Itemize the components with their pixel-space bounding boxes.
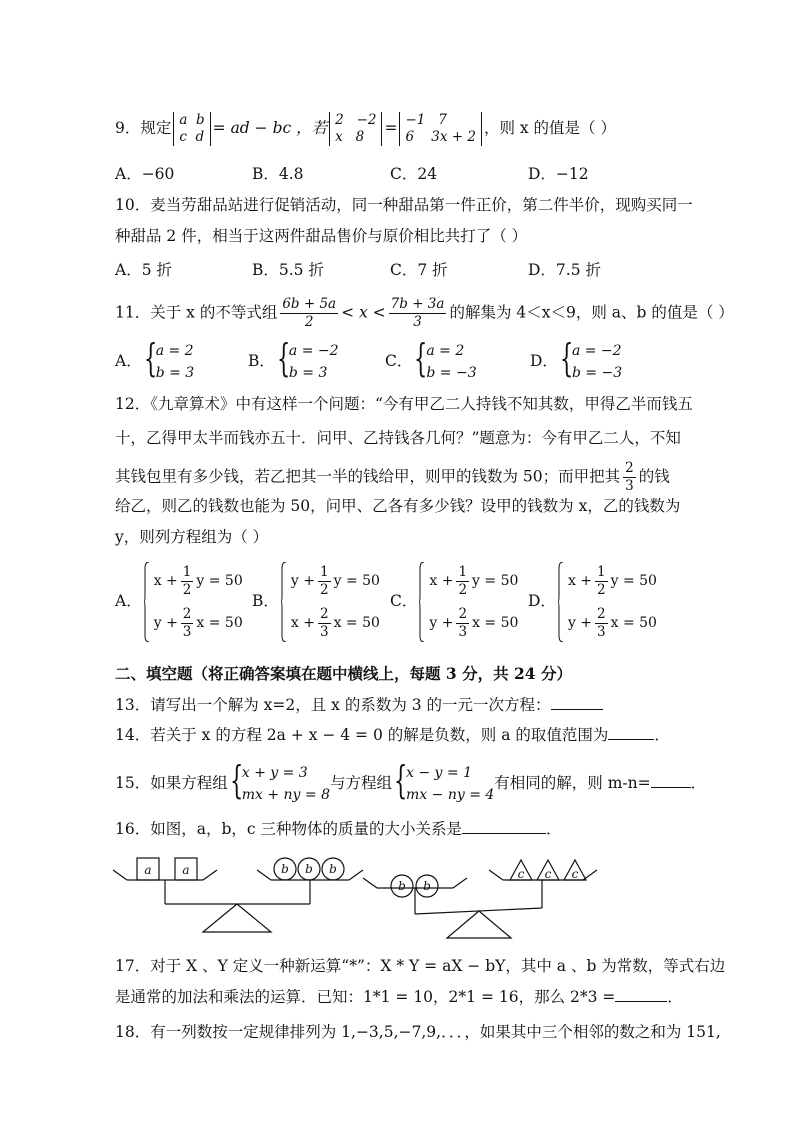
q9-definition: = ad − bc ，若 (212, 119, 328, 137)
q12-option-d: D． x + $\frac{1}{2}$ y = 50 y + $\frac{2}{3}$ x = 50 (528, 560, 657, 644)
q11-option-d: D． { a = −2 b = −3 (530, 336, 623, 381)
question-9 (115, 112, 616, 146)
question-16: 16．如图，a，b，c 三种物体的质量的大小关系是 ． (115, 820, 562, 838)
q17-line2: 是通常的加法和乘法的运算．已知：1*1 = 10，2*1 = 16，那么 2*3 = ． (115, 988, 683, 1006)
q12-line1: 12．《九章算术》中有这样一个问题：“今有甲乙二人持钱不知其数，甲得乙半而钱五 (115, 395, 693, 413)
answer-blank-14[interactable] (608, 725, 654, 740)
q12-line2: 十，乙得甲太半而钱亦五十．问甲、乙持钱各几何？”题意为：今有甲乙二人，不知 (115, 429, 681, 447)
answer-blank-13[interactable] (551, 695, 603, 710)
label-c: c (571, 867, 579, 881)
q12-option-c: C． x + $\frac{1}{2}$ y = 50 y + $\frac{2}{3}$ x = 50 (390, 560, 518, 644)
q11-lead: 11．关于 x 的不等式组 (115, 303, 278, 322)
q10-line1: 10．麦当劳甜品站进行促销活动，同一种甜品第一件正价，第二件半价，现购买同一 (115, 196, 693, 214)
question-14: 14．若关于 x 的方程 2a + x − 4 = 0 的解是负数，则 a 的取值范围为 ． (115, 726, 670, 744)
q10-line2: 种甜品 2 件，相当于这两件甜品售价与原价相比共打了（ ） (115, 227, 528, 245)
label-a: a (182, 863, 190, 877)
q9-tail: ，则 x 的值是（ ） (483, 119, 616, 137)
label-b: b (281, 862, 289, 876)
question-15: 15．如果方程组 { x + y = 3 mx + ny = 8 与方程组 { x − y = 1 mx − ny = 4 有相同的解，则 m-n= ． (115, 762, 706, 806)
answer-blank-16[interactable] (462, 819, 546, 834)
q11-fraction-2: $\frac{7b + 3a}{3}$ (390, 296, 445, 330)
question-13: 13．请写出一个解为 x=2，且 x 的系数为 3 的一元一次方程： (115, 695, 603, 715)
q11-option-c: C． { a = 2 b = −3 (385, 336, 477, 381)
q10-option-c: C．7 折 (390, 261, 448, 279)
q15-system-1: { x + y = 3 mx + ny = 8 (229, 758, 330, 803)
q11-option-a: A． { a = 2 b = 3 (115, 336, 195, 381)
question-18: 18．有一列数按一定规律排列为 1,−3,5,−7,9,．．．，如果其中三个相邻的数之和为 151, (115, 1023, 721, 1041)
determinant-def: a b c d (173, 112, 210, 146)
determinant-right: −1 7 6 3x + 2 (399, 112, 481, 146)
q17-line1: 17．对于 X 、Y 定义一种新运算“*”：X * Y = aX − bY，其中 a 、b 为常数，等式右边 (115, 957, 726, 975)
balance-scales-figure (105, 848, 605, 940)
question-11 (115, 296, 734, 331)
q9-option-d: D．−12 (528, 165, 589, 183)
q15-system-2: { x − y = 1 mx − ny = 4 (394, 758, 495, 803)
q10-option-b: B．5.5 折 (252, 261, 324, 279)
q11-option-b: B． { a = −2 b = 3 (248, 336, 339, 381)
answer-blank-17[interactable] (615, 987, 667, 1002)
label-b: b (305, 862, 313, 876)
q9-option-c: C．24 (390, 165, 438, 183)
label-a: a (144, 863, 152, 877)
q12-line3: 其钱包里有多少钱，若乙把其一半的钱给甲，则甲的钱数为 50；而甲把其 $\frac{2}{3}$ 的钱 (115, 460, 670, 494)
determinant-left: 2 −2 x 8 (329, 112, 382, 146)
label-c: c (517, 867, 525, 881)
q12-line4: 给乙，则乙的钱数也能为 50，问甲、乙各有多少钱？设甲的钱数为 x，乙的钱数为 (115, 497, 681, 515)
answer-blank-15[interactable] (651, 773, 691, 788)
label-b: b (423, 879, 431, 893)
q10-option-d: D．7.5 折 (528, 261, 602, 279)
q10-option-a: A．5 折 (115, 261, 172, 279)
q12-option-a: A． x + $\frac{1}{2}$ y = 50 y + $\frac{2}{3}$ x = 50 (115, 560, 243, 644)
q11-middle: < x < (341, 303, 386, 322)
label-b: b (398, 879, 406, 893)
q9-lead: 9．规定 (115, 119, 172, 137)
right-scale (363, 860, 597, 938)
q9-equals: = (384, 119, 398, 137)
label-c: c (544, 867, 552, 881)
label-b: b (329, 862, 337, 876)
q12-fraction: $\frac{2}{3}$ (625, 460, 634, 494)
section-heading-fill-in: 二、填空题（将正确答案填在题中横线上，每题 3 分，共 24 分） (115, 664, 572, 683)
q11-fraction-1: $\frac{6b + 5a}{2}$ (282, 296, 337, 330)
q9-option-a: A．−60 (115, 165, 175, 183)
q12-line5: y，则列方程组为（ ） (115, 528, 269, 546)
q9-option-b: B．4.8 (252, 165, 304, 183)
q12-option-b: B． y + $\frac{1}{2}$ y = 50 x + $\frac{2}{3}$ x = 50 (252, 560, 380, 644)
q11-tail: 的解集为 4＜x＜9，则 a、b 的值是（ ） (449, 303, 734, 322)
